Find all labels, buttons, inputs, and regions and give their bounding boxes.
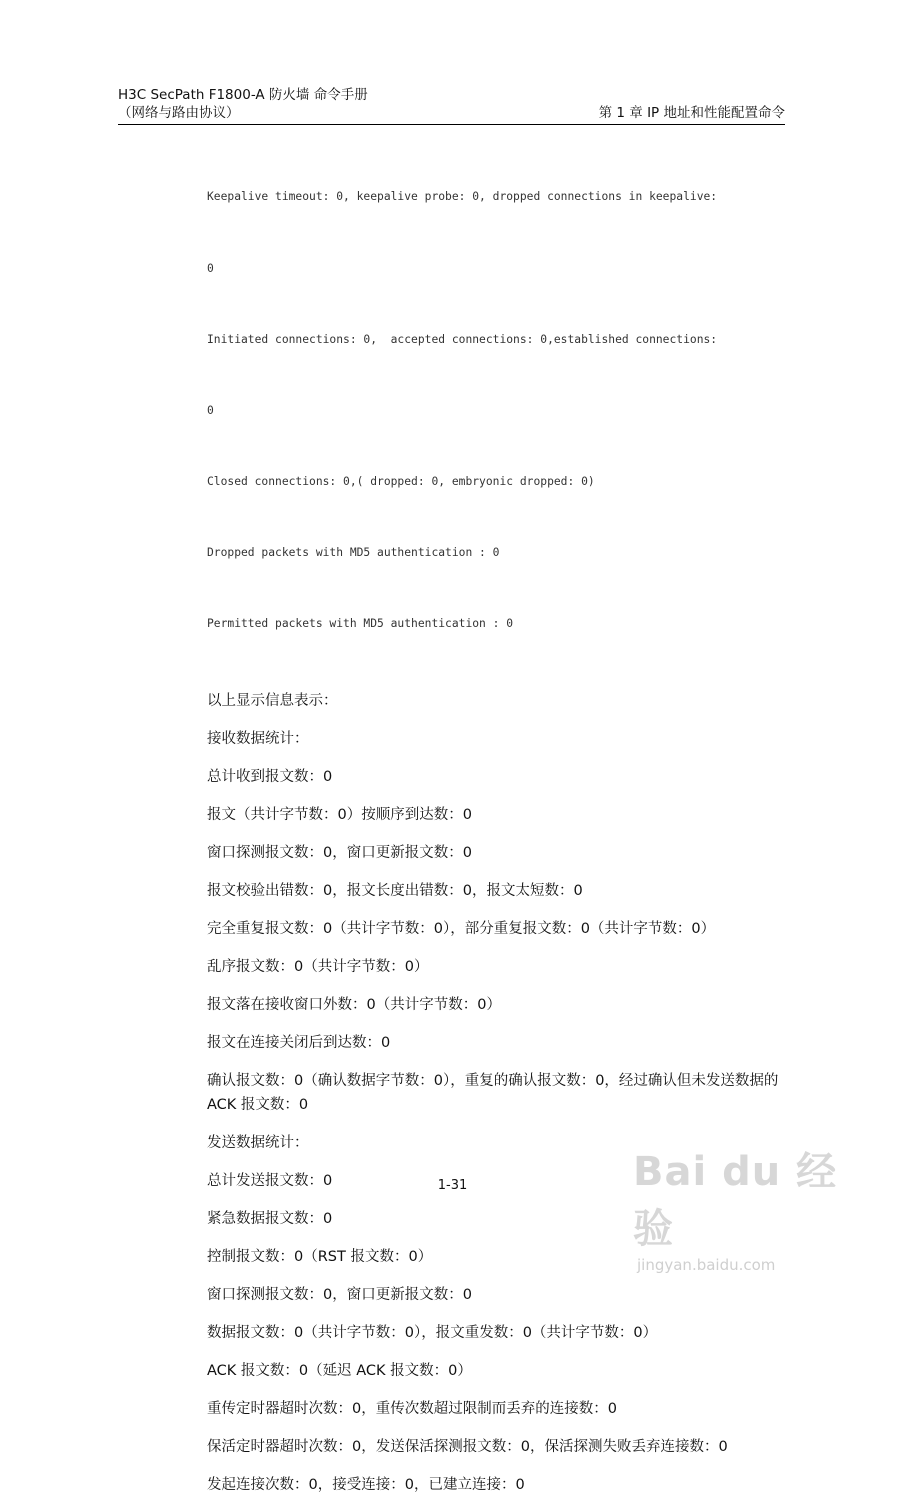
page-number: 1-31	[437, 1178, 468, 1193]
section-heading-receive: 接收数据统计：	[207, 731, 309, 748]
page-content	[207, 138, 789, 1497]
paragraph: ACK 报文数：0（延迟 ACK 报文数：0）	[207, 1363, 472, 1380]
paragraph: 总计发送报文数：0	[207, 1173, 333, 1190]
code-line: Initiated connections: 0, accepted connections: 0,established connections:	[207, 332, 718, 346]
header-rule	[118, 124, 785, 125]
paragraph: 重传定时器超时次数：0，重传次数超过限制而丢弃的连接数：0	[207, 1401, 617, 1418]
paragraph: 数据报文数：0（共计字节数：0），报文重发数：0（共计字节数：0）	[207, 1325, 658, 1342]
paragraph: 发起连接次数：0，接受连接：0，已建立连接：0	[207, 1477, 525, 1494]
header-row	[118, 104, 785, 122]
chapter-title: 第 1 章 IP 地址和性能配置命令	[598, 105, 785, 121]
paragraph: 报文校验出错数：0，报文长度出错数：0，报文太短数：0	[207, 883, 583, 900]
paragraph: 总计收到报文数：0	[207, 769, 333, 786]
manual-title: H3C SecPath F1800-A 防火墙 命令手册	[118, 87, 368, 103]
paragraph: 报文在连接关闭后到达数：0	[207, 1035, 391, 1052]
section-heading-send: 发送数据统计：	[207, 1135, 309, 1152]
paragraph: 报文落在接收窗口外数：0（共计字节数：0）	[207, 997, 501, 1014]
code-line: Closed connections: 0,( dropped: 0, embryonic dropped: 0)	[207, 474, 595, 488]
code-line: 0	[207, 261, 214, 275]
command-output	[207, 138, 789, 683]
page-header	[118, 86, 785, 122]
paragraph: 确认报文数：0（确认数据字节数：0），重复的确认报文数：0，经过确认但未发送数据的 ACK 报文数：0	[207, 1073, 779, 1114]
paragraph: 乱序报文数：0（共计字节数：0）	[207, 959, 429, 976]
paragraph: 报文（共计字节数：0）按顺序到达数：0	[207, 807, 472, 824]
paragraph: 窗口探测报文数：0，窗口更新报文数：0	[207, 1287, 472, 1304]
watermark-logo: Bai du 经验	[633, 1149, 838, 1252]
paragraph: 窗口探测报文数：0，窗口更新报文数：0	[207, 845, 472, 862]
baidu-watermark	[633, 1140, 853, 1274]
paragraph: 紧急数据报文数：0	[207, 1211, 333, 1228]
manual-subtitle: （网络与路由协议）	[118, 105, 240, 121]
paragraph: 保活定时器超时次数：0，发送保活探测报文数：0，保活探测失败丢弃连接数：0	[207, 1439, 728, 1456]
code-line: Dropped packets with MD5 authentication : 0	[207, 545, 500, 559]
watermark-url: jingyan.baidu.com	[637, 1256, 776, 1274]
code-line: 0	[207, 403, 214, 417]
code-line: Permitted packets with MD5 authentication : 0	[207, 617, 514, 631]
paragraph: 控制报文数：0（RST 报文数：0）	[207, 1249, 433, 1266]
code-line: Keepalive timeout: 0, keepalive probe: 0, dropped connections in keepalive:	[207, 190, 718, 204]
paragraph: 完全重复报文数：0（共计字节数：0），部分重复报文数：0（共计字节数：0）	[207, 921, 716, 938]
paragraph: 以上显示信息表示：	[207, 693, 338, 710]
